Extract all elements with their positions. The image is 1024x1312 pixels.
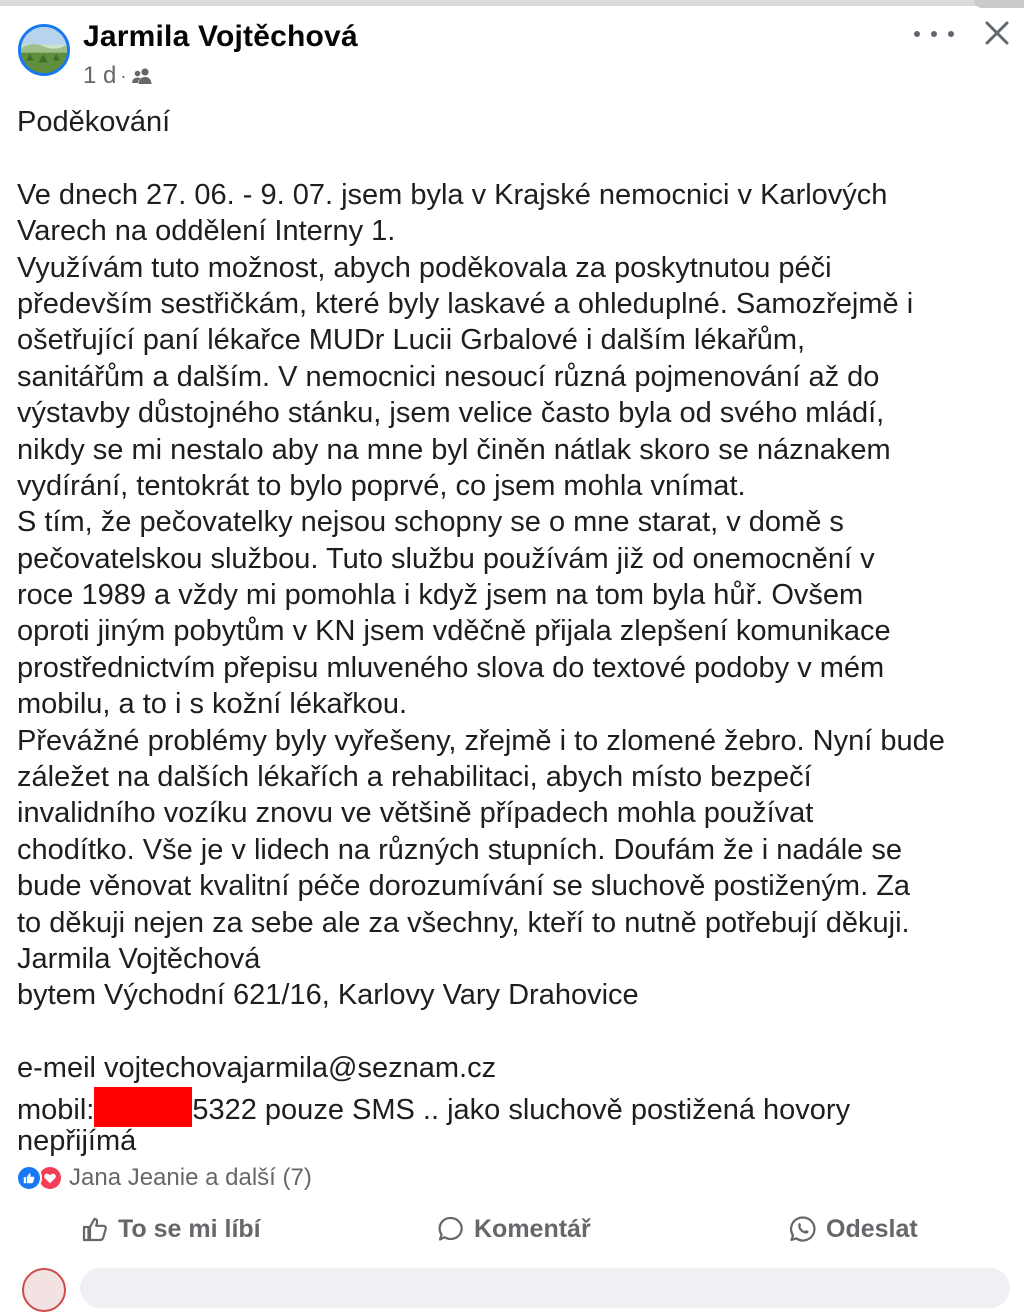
like-button[interactable] xyxy=(80,1206,261,1252)
comment-button[interactable] xyxy=(436,1206,591,1252)
post-text-line xyxy=(17,140,1017,176)
post-text-line: chodítko. Vše je v lidech na různých stupních. Doufám že i nadále se xyxy=(17,833,902,866)
post-text-line xyxy=(17,1014,1017,1050)
post-body xyxy=(17,104,1017,1159)
post-text-line: e-meil vojtechovajarmila@seznam.cz xyxy=(17,1052,497,1085)
post-text-line: sanitářům a dalším. V nemocnici nesoucí různá pojmenování až do xyxy=(17,360,880,393)
post-meta xyxy=(83,62,154,90)
post-text-line: Ve dnech 27. 06. - 9. 07. jsem byla v Krajské nemocnici v Karlových xyxy=(17,178,888,211)
top-corner-avatar-edge xyxy=(974,0,1024,8)
post-text-line: nikdy se mi nestalo aby na mne byl činěn nátlak skoro se náznakem xyxy=(17,433,891,466)
post-text-line: nepřijímá xyxy=(17,1124,137,1157)
mobile-label: mobil: xyxy=(17,1093,95,1126)
like-label: To se mi líbí xyxy=(118,1214,261,1243)
close-icon[interactable] xyxy=(982,18,1012,48)
comment-input[interactable] xyxy=(80,1268,1010,1308)
post-time[interactable]: 1 d xyxy=(83,62,117,89)
post-text-line: především sestřičkám, které byly laskavé a ohleduplné. Samozřejmě i xyxy=(17,287,914,320)
post-text-line: invalidního vozíku znovu ve většině případech mohla používat xyxy=(17,797,814,830)
current-user-avatar xyxy=(22,1268,66,1312)
mobile-line xyxy=(17,1087,1017,1126)
share-button[interactable] xyxy=(788,1206,918,1252)
more-icon[interactable] xyxy=(914,22,954,46)
post-text-line: to děkuji nejen za sebe ale za všechny, kteří to nutně potřebují děkuji. xyxy=(17,906,910,939)
meta-separator: · xyxy=(120,66,127,86)
friends-icon xyxy=(130,66,154,86)
reactions-text: Jana Jeanie a další (7) xyxy=(69,1164,312,1191)
post-text-line: bytem Východní 621/16, Karlovy Vary Drahovice xyxy=(17,979,639,1012)
comment-label: Komentář xyxy=(474,1214,591,1243)
author-avatar[interactable] xyxy=(18,24,70,76)
avatar-landscape-image xyxy=(21,27,67,73)
mobile-text: 5322 pouze SMS .. jako sluchově postižená hovory xyxy=(192,1093,851,1126)
post-text-line: záležet na dalších lékařích a rehabilitaci, abych místo bezpečí xyxy=(17,761,812,794)
post-text-line: pečovatelskou službou. Tuto službu používám již od onemocnění v xyxy=(17,542,875,575)
author-name[interactable]: Jarmila Vojtěchová xyxy=(83,20,358,53)
post-text-line: roce 1989 a vždy mi pomohla i když jsem na tom byla hůř. Ovšem xyxy=(17,579,864,612)
reactions-summary[interactable] xyxy=(16,1163,312,1193)
post-text-line: Využívám tuto možnost, abych poděkovala za poskytnutou péči xyxy=(17,251,832,284)
post-text-line: výstavby důstojného stánku, jsem velice často byla od svého mládí, xyxy=(17,397,885,430)
comment-icon xyxy=(436,1214,466,1244)
post-text-line: Poděkování xyxy=(17,106,171,138)
post-text-line: ošetřující paní lékařce MUDr Lucii Grbalové i dalším lékařům, xyxy=(17,324,806,357)
post-text-line: Varech na oddělení Interny 1. xyxy=(17,215,396,248)
post-text-line: Převážné problémy byly vyřešeny, zřejmě i to zlomené žebro. Nyní bude xyxy=(17,724,945,757)
post-text-line: oproti jiným pobytům v KN jsem vděčně přijala zlepšení komunikace xyxy=(17,615,891,648)
post-text-line: mobilu, a to i s kožní lékařkou. xyxy=(17,688,408,721)
redaction-bar xyxy=(94,1087,192,1127)
thumbs-up-icon xyxy=(80,1214,110,1244)
post-text-line: S tím, že pečovatelky nejsou schopny se o mne starat, v domě s xyxy=(17,506,844,539)
post-text-line: Jarmila Vojtěchová xyxy=(17,942,261,975)
share-label: Odeslat xyxy=(826,1214,918,1243)
post-text-line: prostřednictvím přepisu mluveného slova do textové podoby v mém xyxy=(17,651,885,684)
like-reaction-icon xyxy=(16,1165,42,1191)
whatsapp-icon xyxy=(788,1214,818,1244)
post-text-line: vydírání, tentokrát to bylo poprvé, co jsem mohla vnímat. xyxy=(17,469,746,502)
post-actions-bar xyxy=(0,1206,1024,1252)
top-divider xyxy=(0,0,1024,6)
post-text-line: bude věnovat kvalitní péče dorozumívání se sluchově postiženým. Za xyxy=(17,870,911,903)
